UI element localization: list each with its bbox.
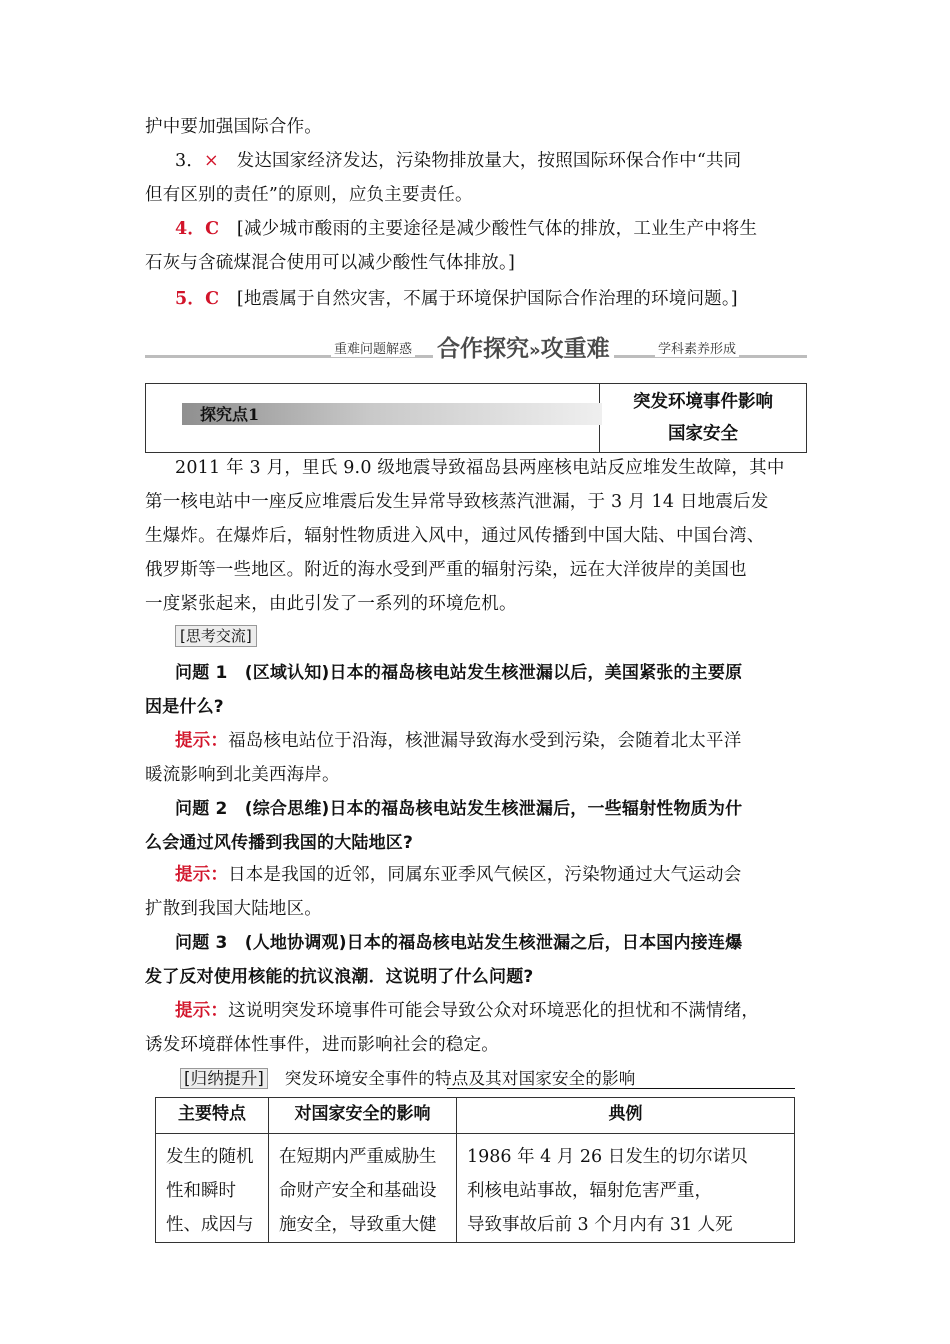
section-header-band	[145, 334, 807, 364]
passage-line: 2011 年 3 月，里氏 9.0 级地震导致福岛县两座核电站反应堆发生故障，其中	[175, 458, 785, 478]
text-line: 护中要加强国际合作。	[145, 117, 322, 137]
table-header-cell: 典例	[457, 1098, 795, 1134]
hint-1-cont: 暖流影响到北美西海岸。	[145, 765, 340, 785]
explore-tag-label: 探究点1	[200, 405, 260, 424]
hint-1	[175, 728, 741, 754]
hint-2	[175, 862, 741, 888]
hint-text: 日本是我国的近邻，同属东亚季风气候区，污染物通过大气运动会	[228, 865, 742, 885]
cell-line: 导致事故后前 3 个月内有 31 人死	[467, 1215, 733, 1235]
answer-number: 5．C	[175, 289, 220, 309]
hint-label: 提示：	[175, 865, 229, 885]
band-title: 合作探究»攻重难	[433, 330, 614, 363]
answer-4	[175, 216, 757, 242]
answer-3	[175, 148, 741, 174]
wrong-mark-icon: ×	[204, 151, 219, 171]
hint-text: 这说明突发环境事件可能会导致公众对环境恶化的担忧和不满情绪，	[228, 1001, 760, 1021]
table-cell	[156, 1134, 269, 1243]
passage-line: 俄罗斯等一些地区。附近的海水受到严重的辐射污染，远在大洋彼岸的美国也	[145, 560, 747, 580]
summary-title: 突发环境安全事件的特点及其对国家安全的影响	[284, 1069, 636, 1088]
table-header-cell: 主要特点	[156, 1098, 269, 1134]
band-right-label: 学科素养形成	[655, 338, 739, 357]
hint-2-cont: 扩散到我国大陆地区。	[145, 899, 322, 919]
answer-number: 3．	[175, 151, 205, 171]
cell-line: 在短期内严重威胁生	[279, 1147, 437, 1167]
cell-line: 发生的随机	[166, 1147, 254, 1167]
hint-text: 福岛核电站位于沿海，核泄漏导致海水受到污染，会随着北太平洋	[228, 731, 742, 751]
summary-underline	[447, 1088, 795, 1089]
table-header-cell: 对国家安全的影响	[269, 1098, 457, 1134]
cell-line: 利核电站事故，辐射危害严重，	[467, 1181, 712, 1201]
question-3-cont: 发了反对使用核能的抗议浪潮．这说明了什么问题?	[145, 967, 534, 987]
question-1-cont: 因是什么?	[145, 697, 224, 717]
text-line: 但有区别的责任”的原则，应负主要责任。	[145, 185, 473, 205]
hint-label: 提示：	[175, 731, 229, 751]
answer-5	[175, 286, 738, 312]
cell-line: 1986 年 4 月 26 日发生的切尔诺贝	[467, 1147, 748, 1167]
passage-line: 一度紧张起来，由此引发了一系列的环境危机。	[145, 594, 517, 614]
summary-table	[155, 1097, 795, 1243]
table-row	[156, 1134, 795, 1243]
hint-3-cont: 诱发环境群体性事件，进而影响社会的稳定。	[145, 1035, 499, 1055]
passage-line: 第一核电站中一座反应堆震后发生异常导致核蒸汽泄漏，于 3 月 14 日地震后发	[145, 492, 769, 512]
explore-title-cell	[600, 384, 806, 452]
hint-3	[175, 998, 759, 1024]
double-arrow-icon: »	[529, 340, 541, 361]
cell-line: 命财产安全和基础设	[279, 1181, 437, 1201]
cell-line: 性、成因与	[166, 1215, 254, 1235]
table-header-row	[156, 1098, 795, 1134]
explore-title-line: 国家安全	[668, 424, 738, 444]
passage-line: 生爆炸。在爆炸后，辐射性物质进入风中，通过风传播到中国大陆、中国台湾、	[145, 526, 765, 546]
question-3: 问题 3 (人地协调观)日本的福岛核电站发生核泄漏之后，日本国内接连爆	[175, 933, 743, 953]
answer-text: [减少城市酸雨的主要途径是减少酸性气体的排放，工业生产中将生	[236, 219, 758, 239]
cell-line: 施安全，导致重大健	[279, 1215, 437, 1235]
question-2-cont: 么会通过风传播到我国的大陆地区?	[145, 833, 414, 853]
text-line: 石灰与含硫煤混合使用可以减少酸性气体排放。]	[145, 253, 515, 273]
explore-title-line: 突发环境事件影响	[633, 392, 773, 412]
hint-label: 提示：	[175, 1001, 229, 1021]
table-cell	[269, 1134, 457, 1243]
table-cell	[457, 1134, 795, 1243]
answer-text: [地震属于自然灾害，不属于环境保护国际合作治理的环境问题。]	[236, 289, 738, 309]
think-exchange-tag: [思考交流]	[175, 625, 257, 647]
question-1: 问题 1 (区域认知)日本的福岛核电站发生核泄漏以后，美国紧张的主要原	[175, 663, 743, 683]
band-left-label: 重难问题解惑	[331, 338, 415, 357]
explore-tag-cell	[146, 384, 600, 452]
answer-number: 4．C	[175, 219, 220, 239]
summary-label: [归纳提升]	[180, 1068, 268, 1089]
answer-text: 发达国家经济发达，污染物排放量大，按照国际环保合作中“共同	[236, 151, 742, 171]
explore-point-box	[145, 383, 807, 453]
explore-tag-bar	[182, 403, 602, 425]
cell-line: 性和瞬时	[166, 1181, 236, 1201]
question-2: 问题 2 (综合思维)日本的福岛核电站发生核泄漏后，一些辐射性物质为什	[175, 799, 743, 819]
